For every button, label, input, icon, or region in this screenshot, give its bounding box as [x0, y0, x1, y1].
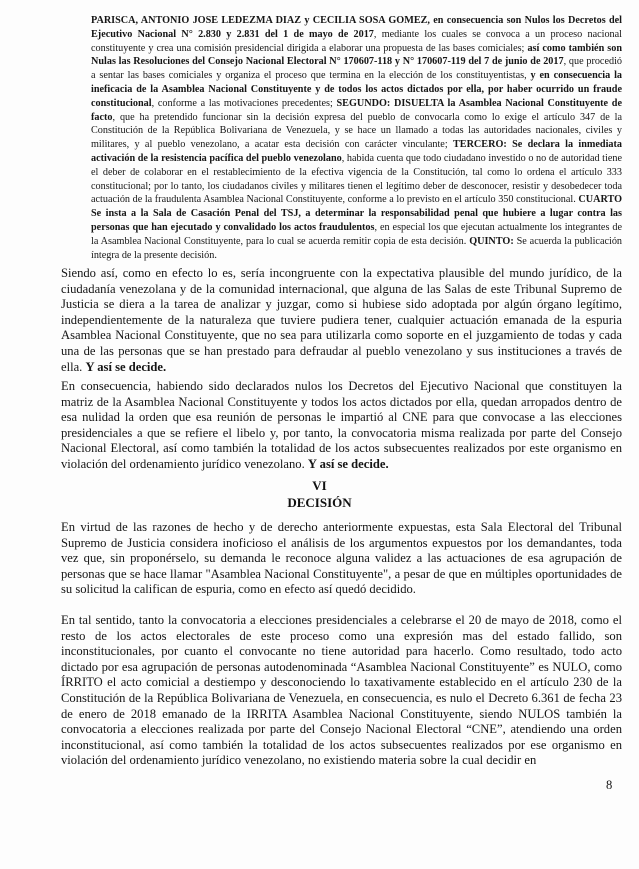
paragraph-decision-reasons: En virtud de las razones de hecho y de derecho anteriormente expuestas, esta Sala Electoral del Tribunal Supremo de Justicia considera inoficioso el análisis de los argumentos expuestos por los demandantes, toda vez que, sin proponérselo, su demanda le reconoce alguna validez a las actuaciones de esa agrupación de personas que se hace llamar "Asamblea Nacional Constituyente", a pesar de que en múltiples oportunidades de su solicitud la califican de espuria, como en efecto así quedó decidido.	[61, 520, 622, 597]
bold-text-run: Y así se decide.	[85, 359, 167, 374]
text-run: , mediante los cuales se convoca a un proceso nacional constituyente y crea una comisión presidencial dirigida a elaborar una propuesta de las bases comiciales;	[91, 28, 622, 54]
text-run: En tal sentido, tanto la convocatoria a elecciones presidenciales a celebrarse el 20 de mayo de 2018, como el resto de los actos electorales de este proceso como una expresión mas del estado fallido, son inconstitucionales, por cuanto el convocante no tiene autoridad para hacerlo. Como resultado, todo acto dictado por esa agrupación de personas autodenominada “Asamblea Nacional Constituyente” es NULO, como ÍRRITO el acto comicial a destiempo y desconociendo lo taxativamente establecido en el artículo 230 de la Constitución de la República Bolivariana de Venezuela, en consecuencia, es nulo el Decreto 6.361 de fecha 23 de enero de 2018 emanado de la IRRITA Asamblea Nacional Constituyente, siendo NULOS también la convocatoria a elecciones realizada por parte del Consejo Nacional Electoral “CNE”, atendiendo una orden inconstitucional, así como también la totalidad de los actos subsecuentes realizados por ese organismo en violación del ordenamiento jurídico venezolano, no existiendo materia sobre la cual decidir en	[61, 613, 622, 768]
text-run: Siendo así, como en efecto lo es, sería incongruente con la expectativa plausible del mundo jurídico, de la ciudadanía venezolana y de la comunidad internacional, que alguna de las Salas de este Tribunal Supremo de Justicia se diera a la tarea de analizar y juzgar, como si hubiese sido adoptada por algún órgano legítimo, independientemente de la naturaleza que tuviere pudiera tener, cualquier actuación emanada de la espuria Asamblea Nacional Constituyente, que no sea para utilizarla como soporte en el juzgamiento de todas y cada una de las personas que se han prestado para defraudar al pueblo venezolano y sus instituciones a través de ella.	[61, 266, 622, 374]
paragraph-consequence	[61, 379, 622, 473]
text-run: , que ha pretendido funcionar sin la decisión expresa del pueblo de convocarla como lo exige el artículo 347 de la Constitución de la República Bolivariana de Venezuela, y se hace un llamado a todas las autoridades nacionales, civiles y militares, y al pueblo venezolano, a acatar esta decisión con carácter vinculante;	[91, 111, 622, 151]
paragraph-elections-void	[61, 613, 622, 769]
bold-text-run: SEGUNDO: DISUELTA la Asamblea Nacional Constituyente de facto	[91, 97, 622, 123]
bold-text-run: PARISCA, ANTONIO JOSE LEDEZMA DIAZ y CECILIA SOSA GOMEZ, en consecuencia son Nulos los Decretos del Ejecutivo Nacional N° 2.830 y 2.831 del 1 de mayo de 2017	[91, 15, 622, 40]
section-number: VI	[312, 478, 327, 493]
section-title: DECISIÓN	[287, 495, 352, 510]
page-number: 8	[606, 778, 613, 792]
bold-text-run: QUINTO:	[469, 235, 514, 247]
text-run: , en especial los que ejecutan actualmente los integrantes de la Asamblea Nacional Constituyente, para lo cual se acuerda remitir copia de esta decisión.	[91, 221, 622, 247]
text-run: , conforme a las motivaciones precedentes;	[151, 97, 337, 109]
text-run: , que procedió a sentar las bases comiciales y organiza el proceso que termina en la elección de los constituyentistas,	[91, 56, 622, 82]
bold-text-run: TERCERO: Se declara la inmediata activación de la resistencia pacífica del pueblo venezolano	[91, 139, 622, 164]
text-run: En consecuencia, habiendo sido declarados nulos los Decretos del Ejecutivo Nacional que constituyen la matriz de la Asamblea Nacional Constituyente y todos los actos dictados por ella, quedan arropados dentro de esa nulidad la orden que esa reunión de personas le impartió al CNE para que convocase a las elecciones presidenciales a que se refiere el libelo y, por tanto, la convocatoria misma realizada por parte del Consejo Nacional Electoral, así como también la totalidad de los actos subsecuentes realizados por este organismo en violación del ordenamiento jurídico venezolano.	[61, 379, 622, 471]
bold-text-run: así como también son Nulas las Resoluciones del Consejo Nacional Electoral N° 170607-118 y N° 170607-119 del 7 de junio de 2017	[91, 42, 623, 68]
bold-text-run: y en consecuencia la ineficacia de la Asamblea Nacional Constituyente y de todos los actos dictados por ella, por haber ocurrido un fraude constitucional	[91, 70, 622, 109]
text-run: Se acuerda la publicación íntegra de la presente decisión.	[91, 235, 623, 261]
bold-text-run: Y así se decide.	[307, 456, 389, 471]
quoted-ruling-block	[91, 14, 622, 262]
paragraph-incongruence	[61, 266, 622, 375]
bold-text-run: CUARTO Se insta a la Sala de Casación Penal del TSJ, a determinar la responsabilidad penal que hubiere a lugar contra las personas que han ejecutado y convalidado los actos fraudulentos	[91, 194, 622, 233]
text-run: , habida cuenta que todo ciudadano investido o no de autoridad tiene el deber de colaborar en el restablecimiento de la efectiva vigencia de la Constitución, tal como lo ordena el artículo 333 constitucional; por lo tanto, los ciudadanos civiles y militares tienen el legítimo deber de desconocer, resistir y desobedecer toda actuación de la fraudulenta Asamblea Nacional Constituyente, conforme a lo previsto en el artículo 350 constitucional.	[91, 152, 622, 206]
